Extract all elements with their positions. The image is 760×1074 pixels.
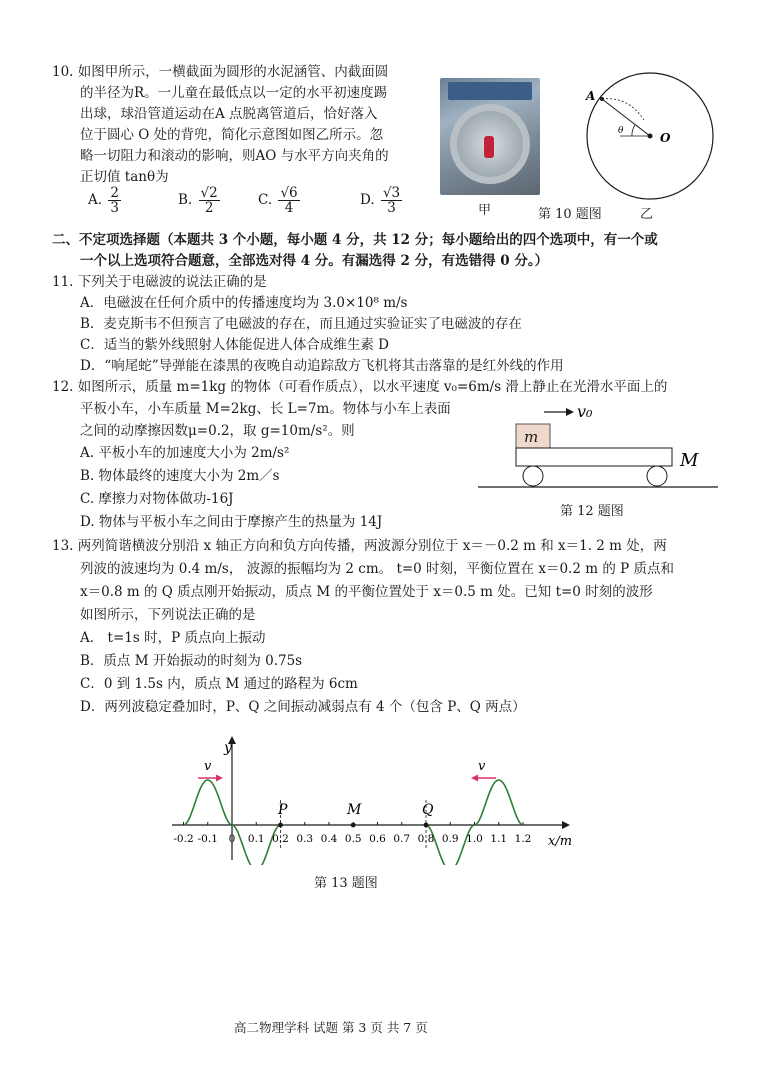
q12-line-1: 12. 如图所示，质量 m=1kg 的物体（可看作质点），以水平速度 v₀=6m/s 滑上静止在光滑水平面上的 xyxy=(52,379,668,395)
section2-heading-line-1: 二、不定项选择题（本题共 3 个小题，每小题 4 分，共 12 分；每小题给出的四个选项中，有一个或 xyxy=(52,232,658,248)
label-o: O xyxy=(660,131,671,145)
q13-fig-caption: 第 13 题图 xyxy=(314,876,378,891)
x-tick-label: 0.2 xyxy=(272,833,289,845)
q10-option-a: A. $\frac{2}{3}$ xyxy=(88,185,119,216)
q10-line-3: 出球，球沿管道运动在A 点脱离管道后，恰好落入 xyxy=(80,106,378,122)
q13-option-d: D．两列波稳定叠加时，P、Q 之间振动减弱点有 4 个（包含 P、Q 两点） xyxy=(80,699,526,715)
q11-option-a: A．电磁波在任何介质中的传播速度均为 3.0×10⁸ m/s xyxy=(80,295,408,311)
photo-child xyxy=(484,136,494,158)
velocity-arrow-head xyxy=(566,408,574,416)
label-theta: θ xyxy=(618,126,624,136)
cart-wheel-left xyxy=(523,466,543,486)
trajectory-dotted xyxy=(602,99,644,120)
center-point xyxy=(648,134,653,139)
cart-board xyxy=(516,448,672,466)
cart-wheel-right xyxy=(647,466,667,486)
q11-option-b: B．麦克斯韦不但预言了电磁波的存在，而且通过实验证实了电磁波的存在 xyxy=(80,316,522,332)
q13-option-b: B．质点 M 开始振动的时刻为 0.75s xyxy=(80,653,303,669)
x-axis-label: x/m xyxy=(548,834,573,849)
arrow-left-head xyxy=(471,775,478,782)
q10-circle-diagram xyxy=(580,70,720,202)
q12-option-c: C. 摩擦力对物体做功-16J xyxy=(80,491,234,507)
x-tick-label: 0.7 xyxy=(393,833,411,845)
q12-option-a: A. 平板小车的加速度大小为 2m/s² xyxy=(80,445,290,461)
label-a: A xyxy=(586,89,596,103)
x-tick-label: 0.4 xyxy=(320,833,338,845)
q13-option-a: A． t=1s 时，P 质点向上振动 xyxy=(80,630,266,646)
photo-banner xyxy=(448,82,532,100)
q11-option-c: C．适当的紫外线照射人体能促进人体合成维生素 D xyxy=(80,337,389,353)
line-ao xyxy=(602,99,650,136)
q10-photo-jia xyxy=(440,78,540,195)
point-a xyxy=(600,97,604,101)
q13-line-1: 13. 两列简谐横波分别沿 x 轴正方向和负方向传播，两波源分别位于 x＝－0.2 m 和 x＝1. 2 m 处，两 xyxy=(52,538,667,554)
label-q: Q xyxy=(422,802,434,818)
q10-option-b: B. $\frac{√2}{2}$ xyxy=(178,185,218,216)
x-tick-label: 0.1 xyxy=(247,833,265,845)
x-tick-label: 1.2 xyxy=(514,833,532,845)
q10-line-5: 略一切阻力和滚动的影响，则AO 与水平方向夹角的 xyxy=(80,148,389,164)
section2-heading-line-2: 一个以上选项符合题意，全部选对得 4 分。有漏选得 2 分，有选错得 0 分。） xyxy=(80,253,549,269)
q11-stem: 11. 下列关于电磁波的说法正确的是 xyxy=(52,274,267,290)
page-footer: 高二物理学科 试题 第 3 页 共 7 页 xyxy=(234,1020,428,1035)
q12-option-b: B. 物体最终的速度大小为 2m／s xyxy=(80,468,280,484)
q13-line-3: x＝0.8 m 的 Q 质点刚开始振动，质点 M 的平衡位置处于 x＝0.5 m 处。已知 t=0 时刻的波形 xyxy=(80,584,653,600)
x-tick-label: 0.3 xyxy=(296,833,314,845)
q13-option-c: C．0 到 1.5s 内，质点 M 通过的路程为 6cm xyxy=(80,676,358,692)
x-tick-label: 0 xyxy=(228,833,236,845)
label-big-m: M xyxy=(680,450,699,471)
y-axis-label: y xyxy=(224,740,232,756)
x-tick-label: 0.5 xyxy=(344,833,362,845)
q12-line-3: 之间的动摩擦因数μ=0.2，取 g=10m/s²。则 xyxy=(80,423,355,439)
label-v-right: v xyxy=(478,759,486,774)
q10-option-c: C. $\frac{√6}{4}$ xyxy=(258,185,298,216)
q12-fig-caption: 第 12 题图 xyxy=(560,504,624,519)
q10-line-4: 位于圆心 O 处的背兜，简化示意图如图乙所示。忽 xyxy=(80,127,384,143)
q13-wave-diagram xyxy=(160,730,580,865)
q12-line-2: 平板小车，小车质量 M=2kg、长 L=7m。物体与小车上表面 xyxy=(80,401,451,417)
x-tick-label: -0.1 xyxy=(197,833,218,845)
label-m: m xyxy=(524,428,539,446)
q10-fig-caption: 第 10 题图 xyxy=(538,207,602,222)
arrow-right-head xyxy=(216,775,223,782)
label-m: M xyxy=(347,802,362,818)
x-tick-label: 0.6 xyxy=(369,833,386,845)
q10-fig-jia-label: 甲 xyxy=(478,203,492,218)
q10-line-1: 10. 如图甲所示，一横截面为圆形的水泥涵管、内截面圆 xyxy=(52,64,389,80)
x-tick-label: 1.0 xyxy=(466,833,483,845)
theta-arc xyxy=(632,125,635,136)
x-tick-label: 0.8 xyxy=(417,833,435,845)
q12-cart-diagram xyxy=(474,398,724,494)
label-v0: v₀ xyxy=(577,402,593,421)
q10-line-2: 的半径为R。一儿童在最低点以一定的水平初速度踢 xyxy=(80,85,388,101)
q12-option-d: D. 物体与平板小车之间由于摩擦产生的热量为 14J xyxy=(80,514,383,530)
x-tick-label: 1.1 xyxy=(490,833,508,845)
q10-line-6: 正切值 tanθ为 xyxy=(80,169,169,185)
label-p: P xyxy=(278,802,288,818)
x-tick-label: 0.9 xyxy=(441,833,459,845)
q13-line-2: 列波的波速均为 0.4 m/s， 波源的振幅均为 2 cm。 t=0 时刻，平衡位置在 x＝0.2 m 的 P 质点和 xyxy=(80,561,674,577)
q13-line-4: 如图所示，下列说法正确的是 xyxy=(80,607,256,623)
q10-option-d: D. $\frac{√3}{3}$ xyxy=(360,185,401,216)
x-axis-arrow xyxy=(562,821,570,829)
label-v-left: v xyxy=(204,759,212,774)
q10-fig-yi-label: 乙 xyxy=(640,207,654,222)
q11-option-d: D．“响尾蛇”导弹能在漆黑的夜晚自动追踪敌方飞机将其击落靠的是红外线的作用 xyxy=(80,358,564,374)
x-tick-label: -0.2 xyxy=(173,833,194,845)
